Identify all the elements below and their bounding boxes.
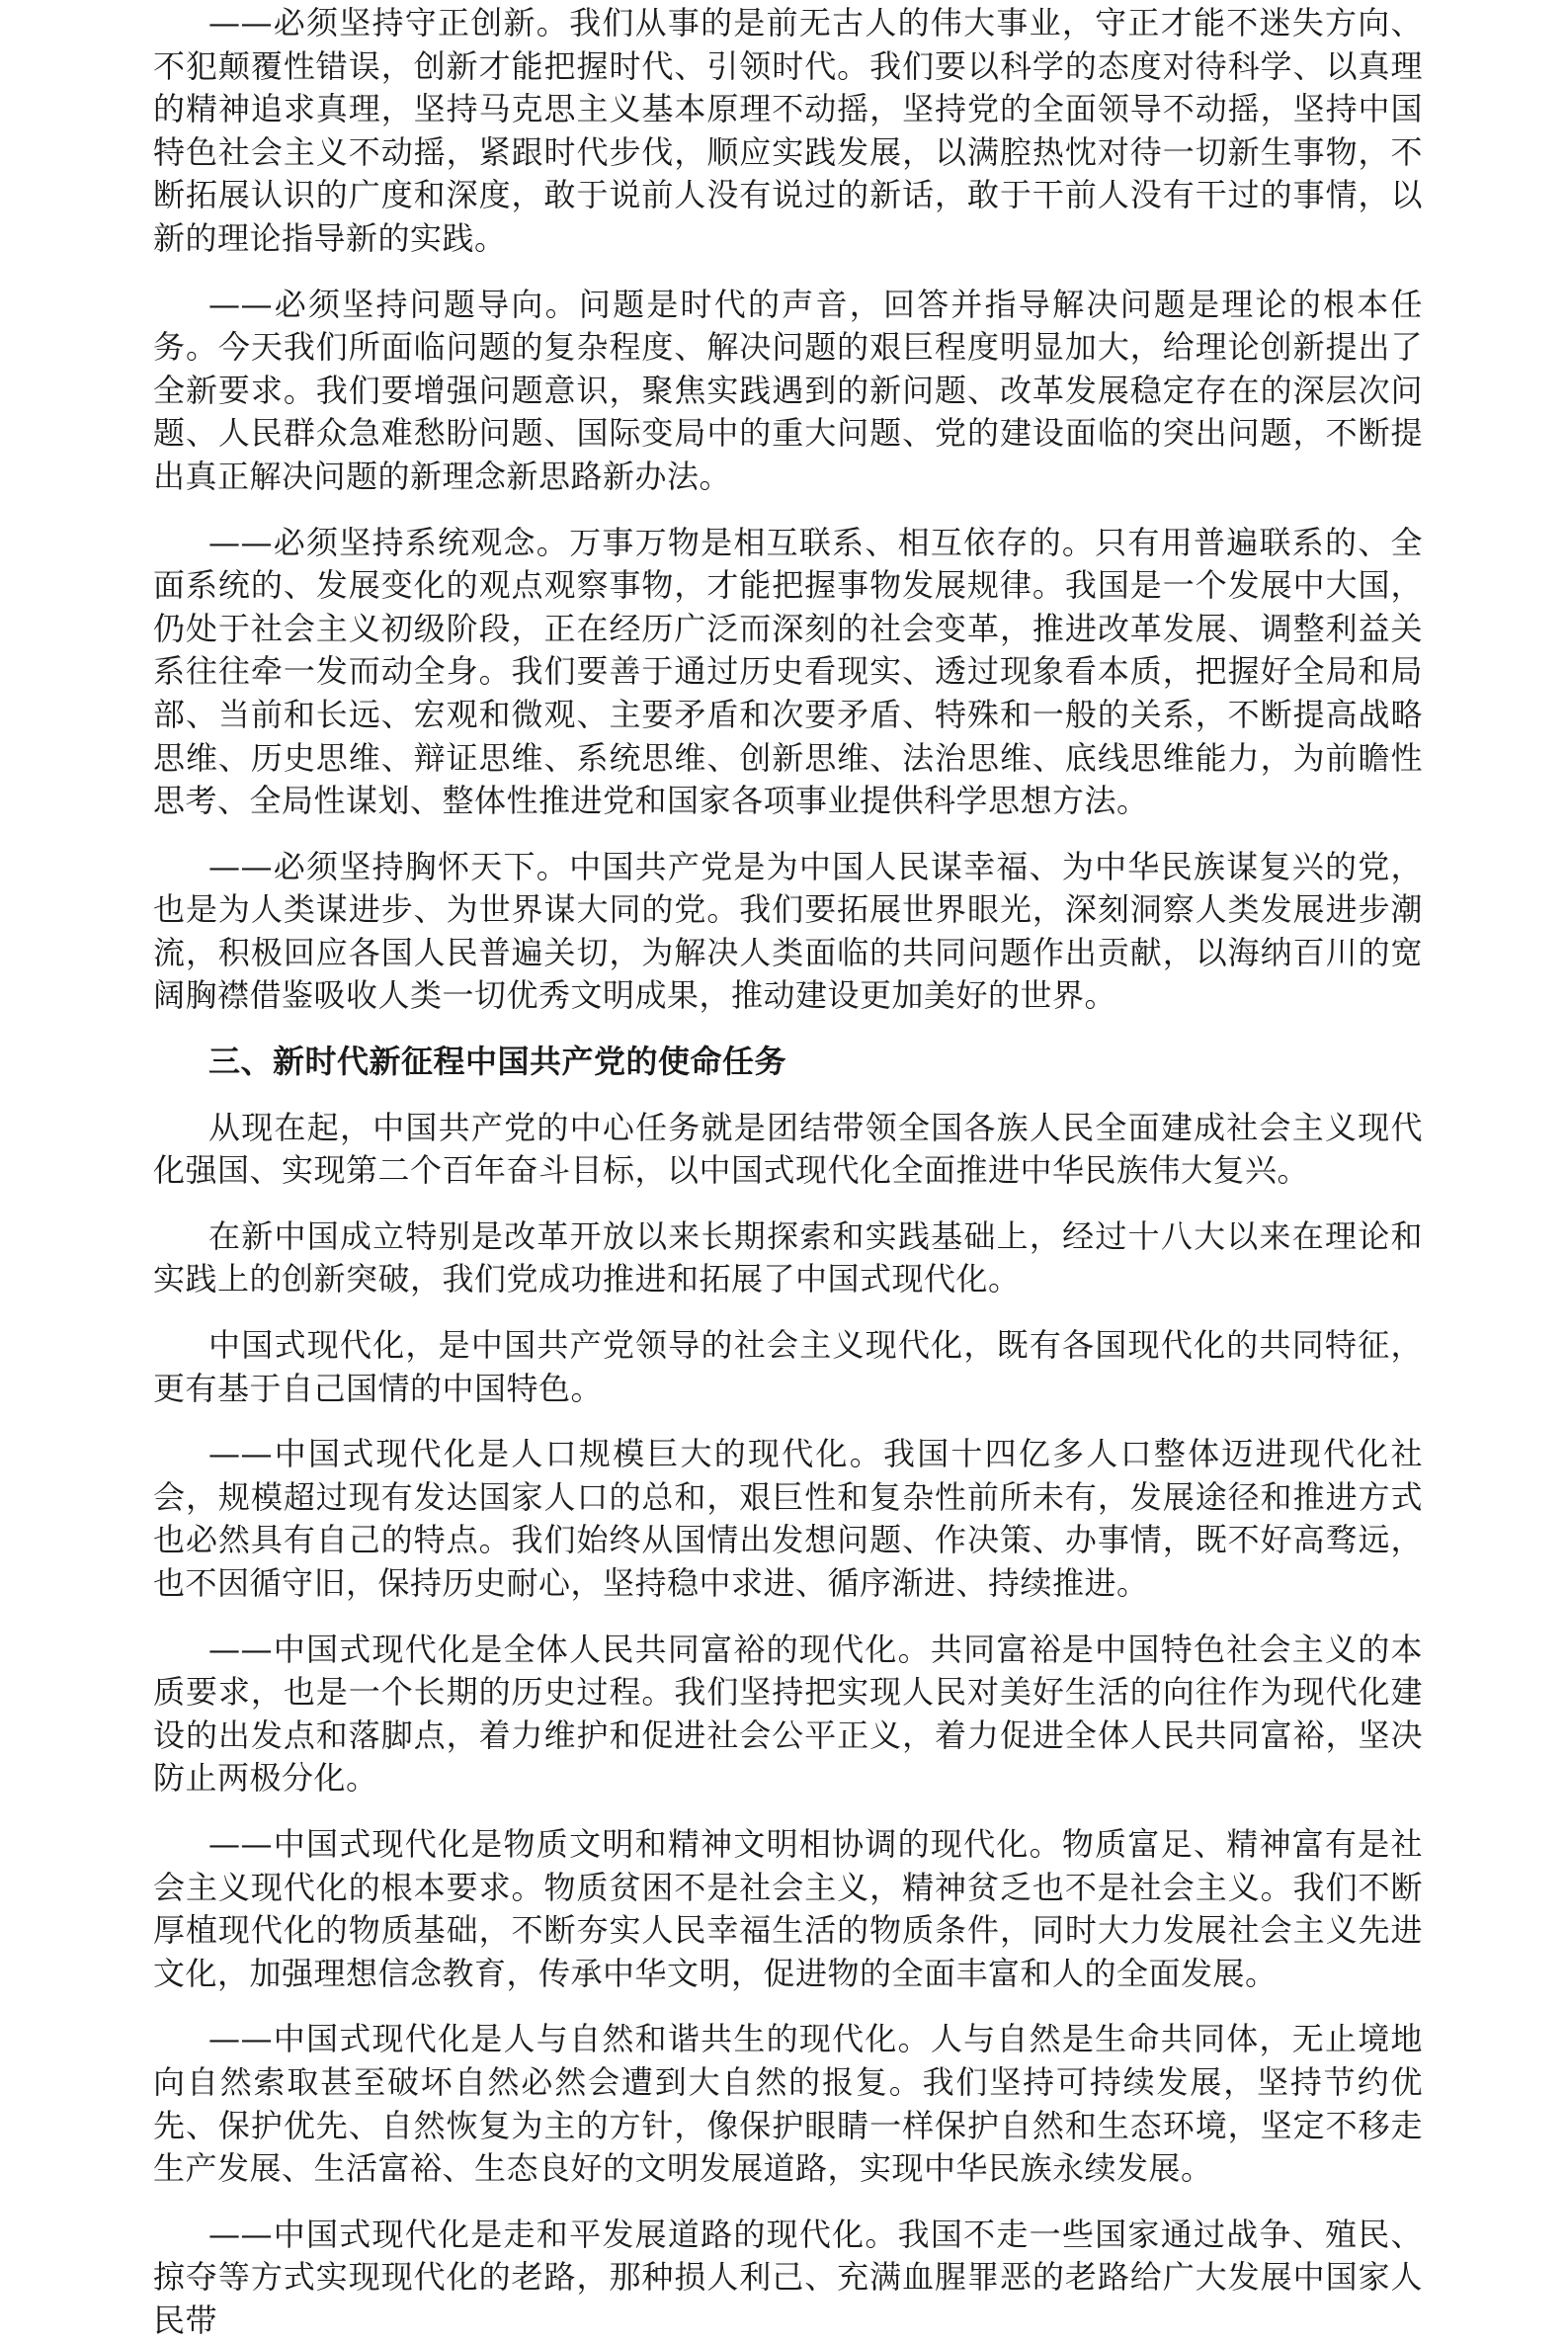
- paragraph-gongtong-fuyu: ——中国式现代化是全体人民共同富裕的现代化。共同富裕是中国特色社会主义的本质要求，也是一个长期的历史过程。我们坚持把实现人民对美好生活的向往作为现代化建设的出发点和落脚点，着力维护和促进社会公平正义，着力促进全体人民共同富裕，坚决防止两极分化。: [153, 1630, 1423, 1798]
- document-page: [153, 0, 1423, 2339]
- paragraph-xitong-guannian: ——必须坚持系统观念。万事万物是相互联系、相互依存的。只有用普遍联系的、全面系统的、发展变化的观点观察事物，才能把握事物发展规律。我国是一个发展中大国，仍处于社会主义初级阶段，正在经历广泛而深刻的社会变革，推进改革发展、调整利益关系往往牵一发而动全身。我们要善于通过历史看现实、透过现象看本质，把握好全局和局部、当前和长远、宏观和微观、主要矛盾和次要矛盾、特殊和一般的关系，不断提高战略思维、历史思维、辩证思维、系统思维、创新思维、法治思维、底线思维能力，为前瞻性思考、全局性谋划、整体性推进党和国家各项事业提供科学思想方法。: [153, 523, 1423, 820]
- paragraph-wenti-daoxiang: ——必须坚持问题导向。问题是时代的声音，回答并指导解决问题是理论的根本任务。今天我们所面临问题的复杂程度、解决问题的艰巨程度明显加大，给理论创新提出了全新要求。我们要增强问题意识，聚焦实践遇到的新问题、改革发展稳定存在的深层次问题、人民群众急难愁盼问题、国际变局中的重大问题、党的建设面临的突出问题，不断提出真正解决问题的新理念新思路新办法。: [153, 285, 1423, 495]
- section-heading: 三、新时代新征程中国共产党的使命任务: [208, 1043, 787, 1081]
- paragraph-renkou-guimo: ——中国式现代化是人口规模巨大的现代化。我国十四亿多人口整体迈进现代化社会，规模超过现有发达国家人口的总和，艰巨性和复杂性前所未有，发展途径和推进方式也必然具有自己的特点。我们始终从国情出发想问题、作决策、办事情，既不好高骛远，也不因循守旧，保持历史耐心，坚持稳中求进、循序渐进、持续推进。: [153, 1435, 1423, 1602]
- paragraph-ren-yu-ziran: ——中国式现代化是人与自然和谐共生的现代化。人与自然是生命共同体，无止境地向自然索取甚至破坏自然必然会遭到大自然的报复。我们坚持可持续发展，坚持节约优先、保护优先、自然恢复为主的方针，像保护眼睛一样保护自然和生态环境，坚定不移走生产发展、生活富裕、生态良好的文明发展道路，实现中华民族永续发展。: [153, 2020, 1423, 2188]
- paragraph-shouzheng-chuangxin: ——必须坚持守正创新。我们从事的是前无古人的伟大事业，守正才能不迷失方向、不犯颠覆性错误，创新才能把握时代、引领时代。我们要以科学的态度对待科学、以真理的精神追求真理，坚持马克思主义基本原理不动摇，坚持党的全面领导不动摇，坚持中国特色社会主义不动摇，紧跟时代步伐，顺应实践发展，以满腔热忱对待一切新生事物，不断拓展认识的广度和深度，敢于说前人没有说过的新话，敢于干前人没有干过的事情，以新的理论指导新的实践。: [153, 4, 1423, 257]
- paragraph-xionghuai-tianxia: ——必须坚持胸怀天下。中国共产党是为中国人民谋幸福、为中华民族谋复兴的党，也是为人类谋进步、为世界谋大同的党。我们要拓展世界眼光，深刻洞察人类发展进步潮流，积极回应各国人民普遍关切，为解决人类面临的共同问题作出贡献，以海纳百川的宽阔胸襟借鉴吸收人类一切优秀文明成果，推动建设更加美好的世界。: [153, 847, 1423, 1015]
- paragraph-chuangxin-tupo: 在新中国成立特别是改革开放以来长期探索和实践基础上，经过十八大以来在理论和实践上的创新突破，我们党成功推进和拓展了中国式现代化。: [153, 1216, 1423, 1298]
- paragraph-zhongguoshi-xiandaihua: 中国式现代化，是中国共产党领导的社会主义现代化，既有各国现代化的共同特征，更有基于自己国情的中国特色。: [153, 1326, 1423, 1407]
- paragraph-zhongxin-renwu: 从现在起，中国共产党的中心任务就是团结带领全国各族人民全面建成社会主义现代化强国、实现第二个百年奋斗目标，以中国式现代化全面推进中华民族伟大复兴。: [153, 1108, 1423, 1190]
- paragraph-wuzhi-jingshen-wenming: ——中国式现代化是物质文明和精神文明相协调的现代化。物质富足、精神富有是社会主义现代化的根本要求。物质贫困不是社会主义，精神贫乏也不是社会主义。我们不断厚植现代化的物质基础，不断夯实人民幸福生活的物质条件，同时大力发展社会主义先进文化，加强理想信念教育，传承中华文明，促进物的全面丰富和人的全面发展。: [153, 1824, 1423, 1992]
- paragraph-heping-fazhan: ——中国式现代化是走和平发展道路的现代化。我国不走一些国家通过战争、殖民、掠夺等方式实现现代化的老路，那种损人利己、充满血腥罪恶的老路给广大发展中国家人民带: [153, 2215, 1423, 2339]
